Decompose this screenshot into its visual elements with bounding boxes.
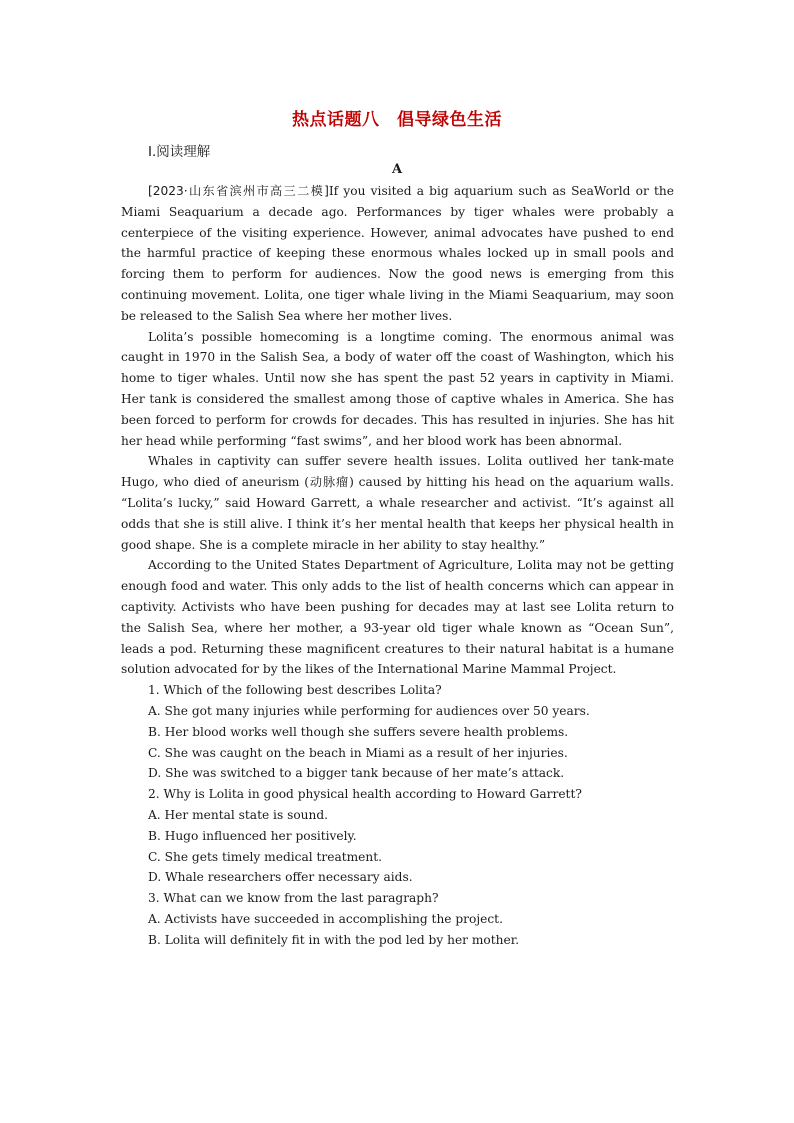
paragraph-2: Lolita’s possible homecoming is a longtime coming. The enormous animal was caught in 1970 in the Salish Sea, a body of water off the coast of Washington, which his home to tiger whales. Until now she has spent the past 52 years in captivity in Miami. Her tank is considered the smallest among those of captive whales in America. She has been forced to perform for crowds for decades. This has resulted in injuries. She has hit her head while performing “fast swims”, and her blood work has been abnormal. bbox=[121, 329, 674, 448]
question-stem: 1. Which of the following best describes Lolita? bbox=[148, 683, 442, 698]
answer-option: C. She was caught on the beach in Miami as a result of her injuries. bbox=[148, 745, 568, 760]
answer-option: D. She was switched to a bigger tank because of her mate’s attack. bbox=[148, 766, 565, 781]
page-title: 热点话题八 倡导绿色生活 bbox=[292, 110, 502, 130]
paragraph-3: Whales in captivity can suffer severe health issues. Lolita outlived her tank-mate Hugo, who died of aneurism (动脉瘤) caused by hitting his head on the aquarium walls. “Lolita’s lucky,” said Howard Garrett, a whale researcher and activist. “It’s against all odds that she is still alive. I think it’s her mental health that keeps her physical health in good shape. She is a complete miracle in her ability to stay healthy.” bbox=[121, 454, 674, 552]
passage-label: A bbox=[391, 162, 403, 177]
section-heading: Ⅰ.阅读理解 bbox=[148, 144, 211, 160]
answer-option: B. Her blood works well though she suffers severe health problems. bbox=[148, 724, 569, 739]
question-stem: 2. Why is Lolita in good physical health according to Howard Garrett? bbox=[148, 787, 582, 802]
answer-option: B. Hugo influenced her positively. bbox=[148, 828, 357, 843]
answer-option: A. She got many injuries while performing for audiences over 50 years. bbox=[148, 703, 590, 718]
paragraph-text: If you visited a big aquarium such as SeaWorld or the Miami Seaquarium a decade ago. Performances by tiger whales were probably a centerpiece of the visiting experience. However, animal advocates have pushed to end the harmful practice of keeping these enormous whales locked up in small pools and forcing them to perform for audiences. Now the good news is emerging from this continuing movement. Lolita, one tiger whale living in the Miami Seaquarium, may soon be released to the Salish Sea where her mother lives. bbox=[121, 184, 674, 323]
answer-option: A. Her mental state is sound. bbox=[148, 807, 329, 822]
answer-option: C. She gets timely medical treatment. bbox=[148, 849, 383, 864]
answer-option: A. Activists have succeeded in accomplishing the project. bbox=[148, 911, 503, 926]
paragraph-4: According to the United States Department of Agriculture, Lolita may not be getting enough food and water. This only adds to the list of health concerns which can appear in captivity. Activists who have been pushing for decades may at last see Lolita return to the Salish Sea, where her mother, a 93-year old tiger whale known as “Ocean Sun”, leads a pod. Returning these magnificent creatures to their natural habitat is a humane solution advocated for by the likes of the International Marine Mammal Project. bbox=[121, 558, 674, 677]
paragraph-1 bbox=[121, 181, 674, 327]
question-stem: 3. What can we know from the last paragraph? bbox=[148, 891, 439, 906]
passage-content bbox=[121, 181, 674, 950]
answer-option: D. Whale researchers offer necessary aids. bbox=[148, 870, 413, 885]
answer-option: B. Lolita will definitely fit in with the pod led by her mother. bbox=[148, 932, 520, 947]
source-tag: [2023·山东省滨州市高三二模] bbox=[148, 184, 329, 198]
